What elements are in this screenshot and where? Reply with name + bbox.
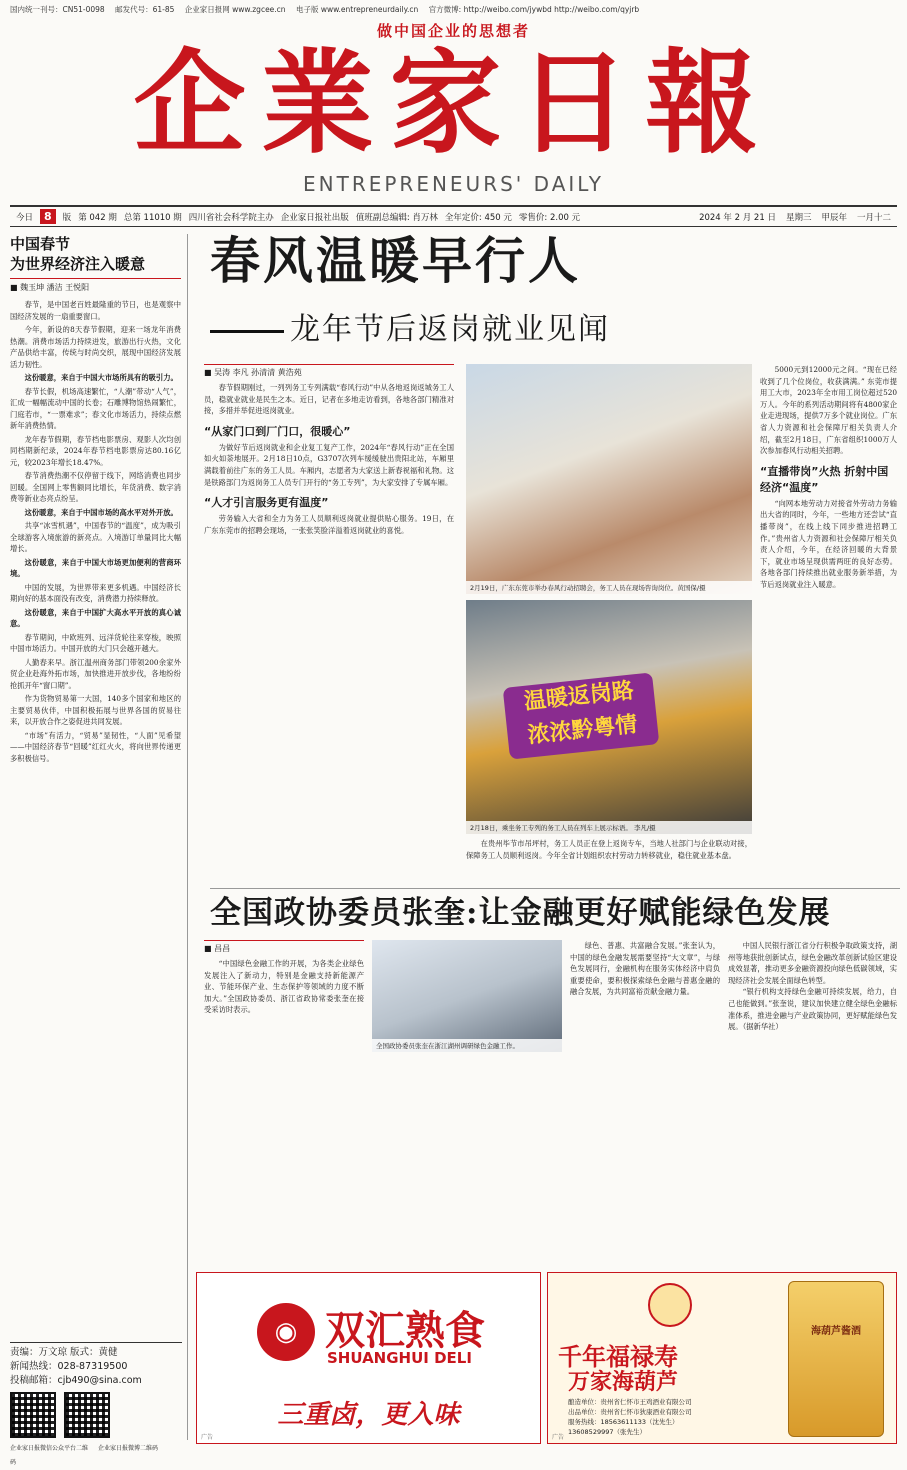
paragraph-highlight: 这份暖意，来自于中国大市场更加便利的营商环境。	[10, 557, 181, 578]
ad2-info-line: 13608529997（张先生）	[568, 1428, 646, 1436]
advertisement-row	[196, 1272, 897, 1444]
photo-zhang-kui[interactable]	[372, 940, 562, 1052]
lead-byline: ■ 吴涛 李凡 孙清清 黄浩苑	[204, 364, 454, 378]
banner-line-2: 浓浓黔粤情	[526, 712, 639, 749]
photo-caption: 2月18日，乘坐务工专列的务工人员在列车上展示标语。 李凡/摄	[466, 821, 752, 834]
ad1-slogan: 三重卤，更入味	[277, 1400, 460, 1430]
second-byline: ■ 昌昌	[204, 940, 364, 954]
section-heading: “直播带岗”火热 折射中国经济“温度”	[760, 464, 889, 494]
editors: 责编：万文琼 版式：黄健	[10, 1347, 118, 1358]
ad2-info	[568, 1397, 692, 1437]
ad-haihulu[interactable]	[547, 1272, 897, 1444]
paragraph: 劳务输入大省和全力为务工人员顺利返岗就业提供贴心服务。19日，在广东东莞市的招聘会现场，一张张笑脸洋溢着返岗就业的喜悦。	[204, 514, 454, 535]
paragraph: 春节期间，中欧班列、远洋货轮往来穿梭，映照中国市场活力。中国开放的大门只会越开越大。	[10, 632, 181, 653]
paragraph: 中国的发展，为世界带来更多机遇。中国经济长期向好的基本面没有改变，消费潜力持续释放。	[10, 582, 181, 603]
section-heading: “人才引言服务更有温度”	[204, 496, 329, 510]
paragraph-highlight: 这份暖意，来自于中国市场的高水平对外开放。	[24, 507, 178, 517]
masthead	[0, 14, 907, 204]
paragraph: 5000元到12000元之间。“现在已经收到了几个位岗位，收获满满。” 东莞市提用工大市，2023年全市用工岗位超过520万人。今年的系列活动期间将有4800家企业走进现场，提供7万多个就业岗位。广东省人力资源和社会保障厅相关负责人介绍，截至2月18日，广东省组织1000万人次参加春风行动相关招聘。	[760, 365, 897, 456]
ad2-line-2: 万家海葫芦	[568, 1369, 679, 1395]
left-column-article	[10, 234, 188, 1466]
left-title-line-1: 中国春节	[10, 235, 71, 253]
paragraph-highlight: 这份暖意，来自于中国大市场所具有的吸引力。	[24, 373, 178, 382]
lunar-day: 一月十二	[856, 212, 891, 223]
paragraph: 人勤春来早。浙江温州商务部门带领200余家外贸企业赴海外拓市场，加快推进开放步伐，各地纷纷抢抓开年“窗口期”。	[10, 657, 181, 690]
photo-caption: 全国政协委员张奎在浙江湖州调研绿色金融工作。	[372, 1039, 562, 1052]
paragraph: 春节长假，机场高速繁忙，“人潮”带动“人气”，汇成一幅幅流动中国的长卷；石雕博物馆热闹繁忙，门庭若市，“一票难求”；春文化市场活力，持续点燃新年消费热情。	[10, 386, 181, 430]
issue-date: 2024 年 2 月 21 日	[699, 212, 776, 223]
lead-headline[interactable]: 春风温暖早行人	[210, 231, 581, 290]
page-count: 8	[40, 209, 56, 224]
paragraph: 春节消费热潮不仅停留于线下，网络消费也同步回暖。全国网上零售额同比增长，年货消费、数字消费等新业态亮点纷呈。	[10, 471, 181, 503]
paragraph: 今年，新设的8天春节假期，迎来一场龙年消费热潮。消费市场活力持续迸发，旅游出行火热，文化产品供给丰富，传统与时尚交织，展现中国经济发展活力韧性。	[10, 325, 181, 369]
weibo-qr-code[interactable]	[64, 1392, 110, 1438]
paragraph: “市场”有活力，“贸易”显韧性，“人面”见希望——中国经济春节“回暖”红红火火，将向世界传递更多积极信号。	[10, 730, 181, 763]
price-single: 零售价: 2.00 元	[518, 212, 581, 223]
photo-job-fair[interactable]	[466, 364, 752, 594]
post-code: 邮发代号：61-85	[115, 5, 175, 14]
today-label: 今日	[16, 212, 34, 223]
paragraph: 春节，是中国老百姓最隆重的节日，也是观察中国经济发展的一扇重要窗口。	[10, 300, 181, 321]
page-unit: 版	[62, 212, 72, 223]
paragraph: 龙年春节假期，春节档电影票房、观影人次均创同档期新纪录，2024年春节档电影票房达80.16亿元，较2023年增长18.47%。	[10, 434, 181, 467]
banner-sign	[503, 672, 660, 759]
ad2-line-1: 千年福禄寿	[558, 1342, 678, 1371]
ad1-brand: 双汇熟食	[325, 1308, 485, 1354]
cn-number: 国内统一刊号：CN51-0098	[10, 5, 105, 14]
paragraph: 中国人民银行浙江省分行积极争取政策支持，湖州等地获批创新试点，绿色金融改革创新试验区建设成效显著，推动更多金融资源投向绿色低碳领域，实现经济社会发展全面绿色转型。	[728, 941, 897, 985]
editor-box	[10, 1342, 182, 1466]
banner-line-1: 温暖返岗路	[522, 678, 635, 715]
paragraph: 为做好节后返岗就业和企业复工复产工作，2024年“春风行动”正在全国如火如荼地展开。2月18日10点，G3707次列车缓缓驶出贵阳北站，车厢里满载着前往广东的务工人员。车厢内，志愿者为大家送上新春祝福和礼物。这是铁路部门为返岗务工人员专门开行的“务工专列”，为大家安排了专属车厢。	[204, 442, 454, 487]
bottle-label: 海葫芦酱酒	[811, 1326, 861, 1337]
issue-info-bar	[10, 205, 897, 227]
chief-editor: 值班副总编辑: 肖万林	[355, 212, 438, 223]
pig-logo-icon: ◉	[257, 1303, 315, 1361]
ad-shuanghui[interactable]	[196, 1272, 541, 1444]
epaper-link[interactable]: 电子版 www.entrepreneurdaily.cn	[295, 5, 419, 14]
submission-email[interactable]: 投稿邮箱：cjb490@sina.com	[10, 1375, 142, 1386]
photo-caption: 2月19日，广东东莞市举办春风行动招聘会，务工人员在现场咨询岗位。黄国保/摄	[466, 581, 752, 594]
paragraph: “银行机构支持绿色金融可持续发展，给力，自己也能做到。”张奎说，建议加快建立健全绿色金融标准体系，推进金融与产业政策协同，更好赋能绿色发展。（据新华社）	[728, 987, 897, 1032]
section-heading: “从家门口到厂门口，很暖心”	[204, 424, 351, 438]
left-article-author: ■ 魏玉坤 潘洁 王悦阳	[10, 278, 181, 293]
ad2-info-line: 酿造单位：贵州省仁怀市王鸡酒业有限公司	[568, 1398, 692, 1406]
lunar-year: 甲辰年	[821, 212, 847, 223]
left-title-line-2: 为世界经济注入暖意	[10, 255, 146, 273]
ad2-tag: 广告	[552, 1434, 565, 1441]
website-link[interactable]: 企业家日报网 www.zgcee.cn	[184, 5, 286, 14]
photo-train-workers[interactable]	[466, 600, 752, 834]
issue-number: 第 042 期	[78, 212, 117, 223]
ad2-info-line: 出品单位：贵州省仁怀市狄康酒业有限公司	[568, 1408, 692, 1416]
ad1-tag: 广告	[201, 1434, 214, 1441]
paragraph: 共享“冰雪机遇”，中国春节的“温度”，成为吸引全球游客入境旅游的新亮点。入境游订单量同比大幅增长。	[10, 521, 181, 553]
paragraph: 绿色、普惠、共富融合发展。”张奎认为，中国的绿色金融发展需要坚持“大文章”，与绿色发展同行，金融机构在服务实体经济中肩负重要使命，要积极探索绿色金融与普惠金融的融合发展，为共同富裕贡献金融力量。	[570, 941, 720, 997]
paragraph: 作为货物贸易第一大国，140多个国家和地区的主要贸易伙伴，中国积极拓展与世界各国的贸易往来，以开放合作之姿促进共同发展。	[10, 694, 181, 726]
second-headline[interactable]: 全国政协委员张奎:让金融更好赋能绿色发展	[210, 888, 900, 933]
masthead-slogan: 做中国企业的思想者	[376, 22, 530, 40]
paragraph-highlight: 这份暖意，来自于中国扩大高水平开放的真心诚意。	[10, 607, 181, 628]
liquor-bottle-image	[788, 1281, 884, 1437]
publisher: 企业家日报社出版	[280, 212, 349, 223]
weibo-link[interactable]: 官方微博: http://weibo.com/jywbd http://weibo.com/qyjrb	[428, 5, 640, 14]
left-article-title[interactable]	[10, 234, 181, 274]
lead-article	[196, 364, 897, 880]
newspaper-logo: 企業家日報	[133, 38, 774, 169]
newspaper-logo-en: ENTREPRENEURS' DAILY	[303, 172, 604, 196]
price-year: 全年定价: 450 元	[444, 212, 512, 223]
total-issue: 总第 11010 期	[123, 212, 182, 223]
news-hotline: 新闻热线：028-87319500	[10, 1361, 128, 1372]
wechat-qr-code[interactable]	[10, 1392, 56, 1438]
lead-subheadline	[210, 310, 610, 350]
ad2-info-line: 服务热线：18563611133（沈先生）	[568, 1418, 679, 1426]
lead-subheadline-text: 龙年节后返岗就业见闻	[290, 312, 610, 347]
lead-paragraph: 春节假期刚过，一列列务工专列满载“春风行动”中从各地返岗返城务工人员，稳就业就业是民生之本。近日，记者在多地走访看到，各地各部门精准对接，多措并举促进返岗就业。	[204, 383, 454, 416]
second-article	[196, 940, 897, 1270]
weekday: 星期三	[785, 212, 812, 223]
brand-seal-icon	[648, 1283, 692, 1327]
sponsor: 四川省社会科学院主办	[188, 212, 274, 223]
left-article-body	[10, 299, 181, 764]
paragraph: “向网本地劳动力对接省外劳动力务输出大省的同时，今年，一些地方还尝试“直播带岗”，在线上线下同步推进招聘工作。”贵州省人力资源和社会保障厅相关负责人介绍，今年，在经济回暖的大背景下，就业市场呈现供需两旺的良好态势。各地各部门持续推出就业服务新举措，为节后返岗就业注入暖意。	[760, 498, 897, 589]
paragraph: “中国绿色金融工作的开展，为各类企业绿色发展注入了新动力，特别是金融支持新能源产业、节能环保产业、生态保护等领域的力度不断加大。”全国政协委员、浙江省政协常委张奎在接受采访时表示。	[204, 959, 364, 1015]
paragraph: 在贵州毕节市吊坪村，务工人员正在登上返岗专车，当地人社部门与企业联动对接，保障务工人员顺利返岗。今年全省计划组织农村劳动力转移就业，稳住就业基本盘。	[466, 839, 752, 860]
ad1-brand-en: SHUANGHUI DELI	[327, 1349, 472, 1367]
qr1-caption: 企业家日报微信公众平台二维码	[10, 1445, 89, 1466]
qr2-caption: 企业家日报微博二维码	[98, 1445, 159, 1452]
